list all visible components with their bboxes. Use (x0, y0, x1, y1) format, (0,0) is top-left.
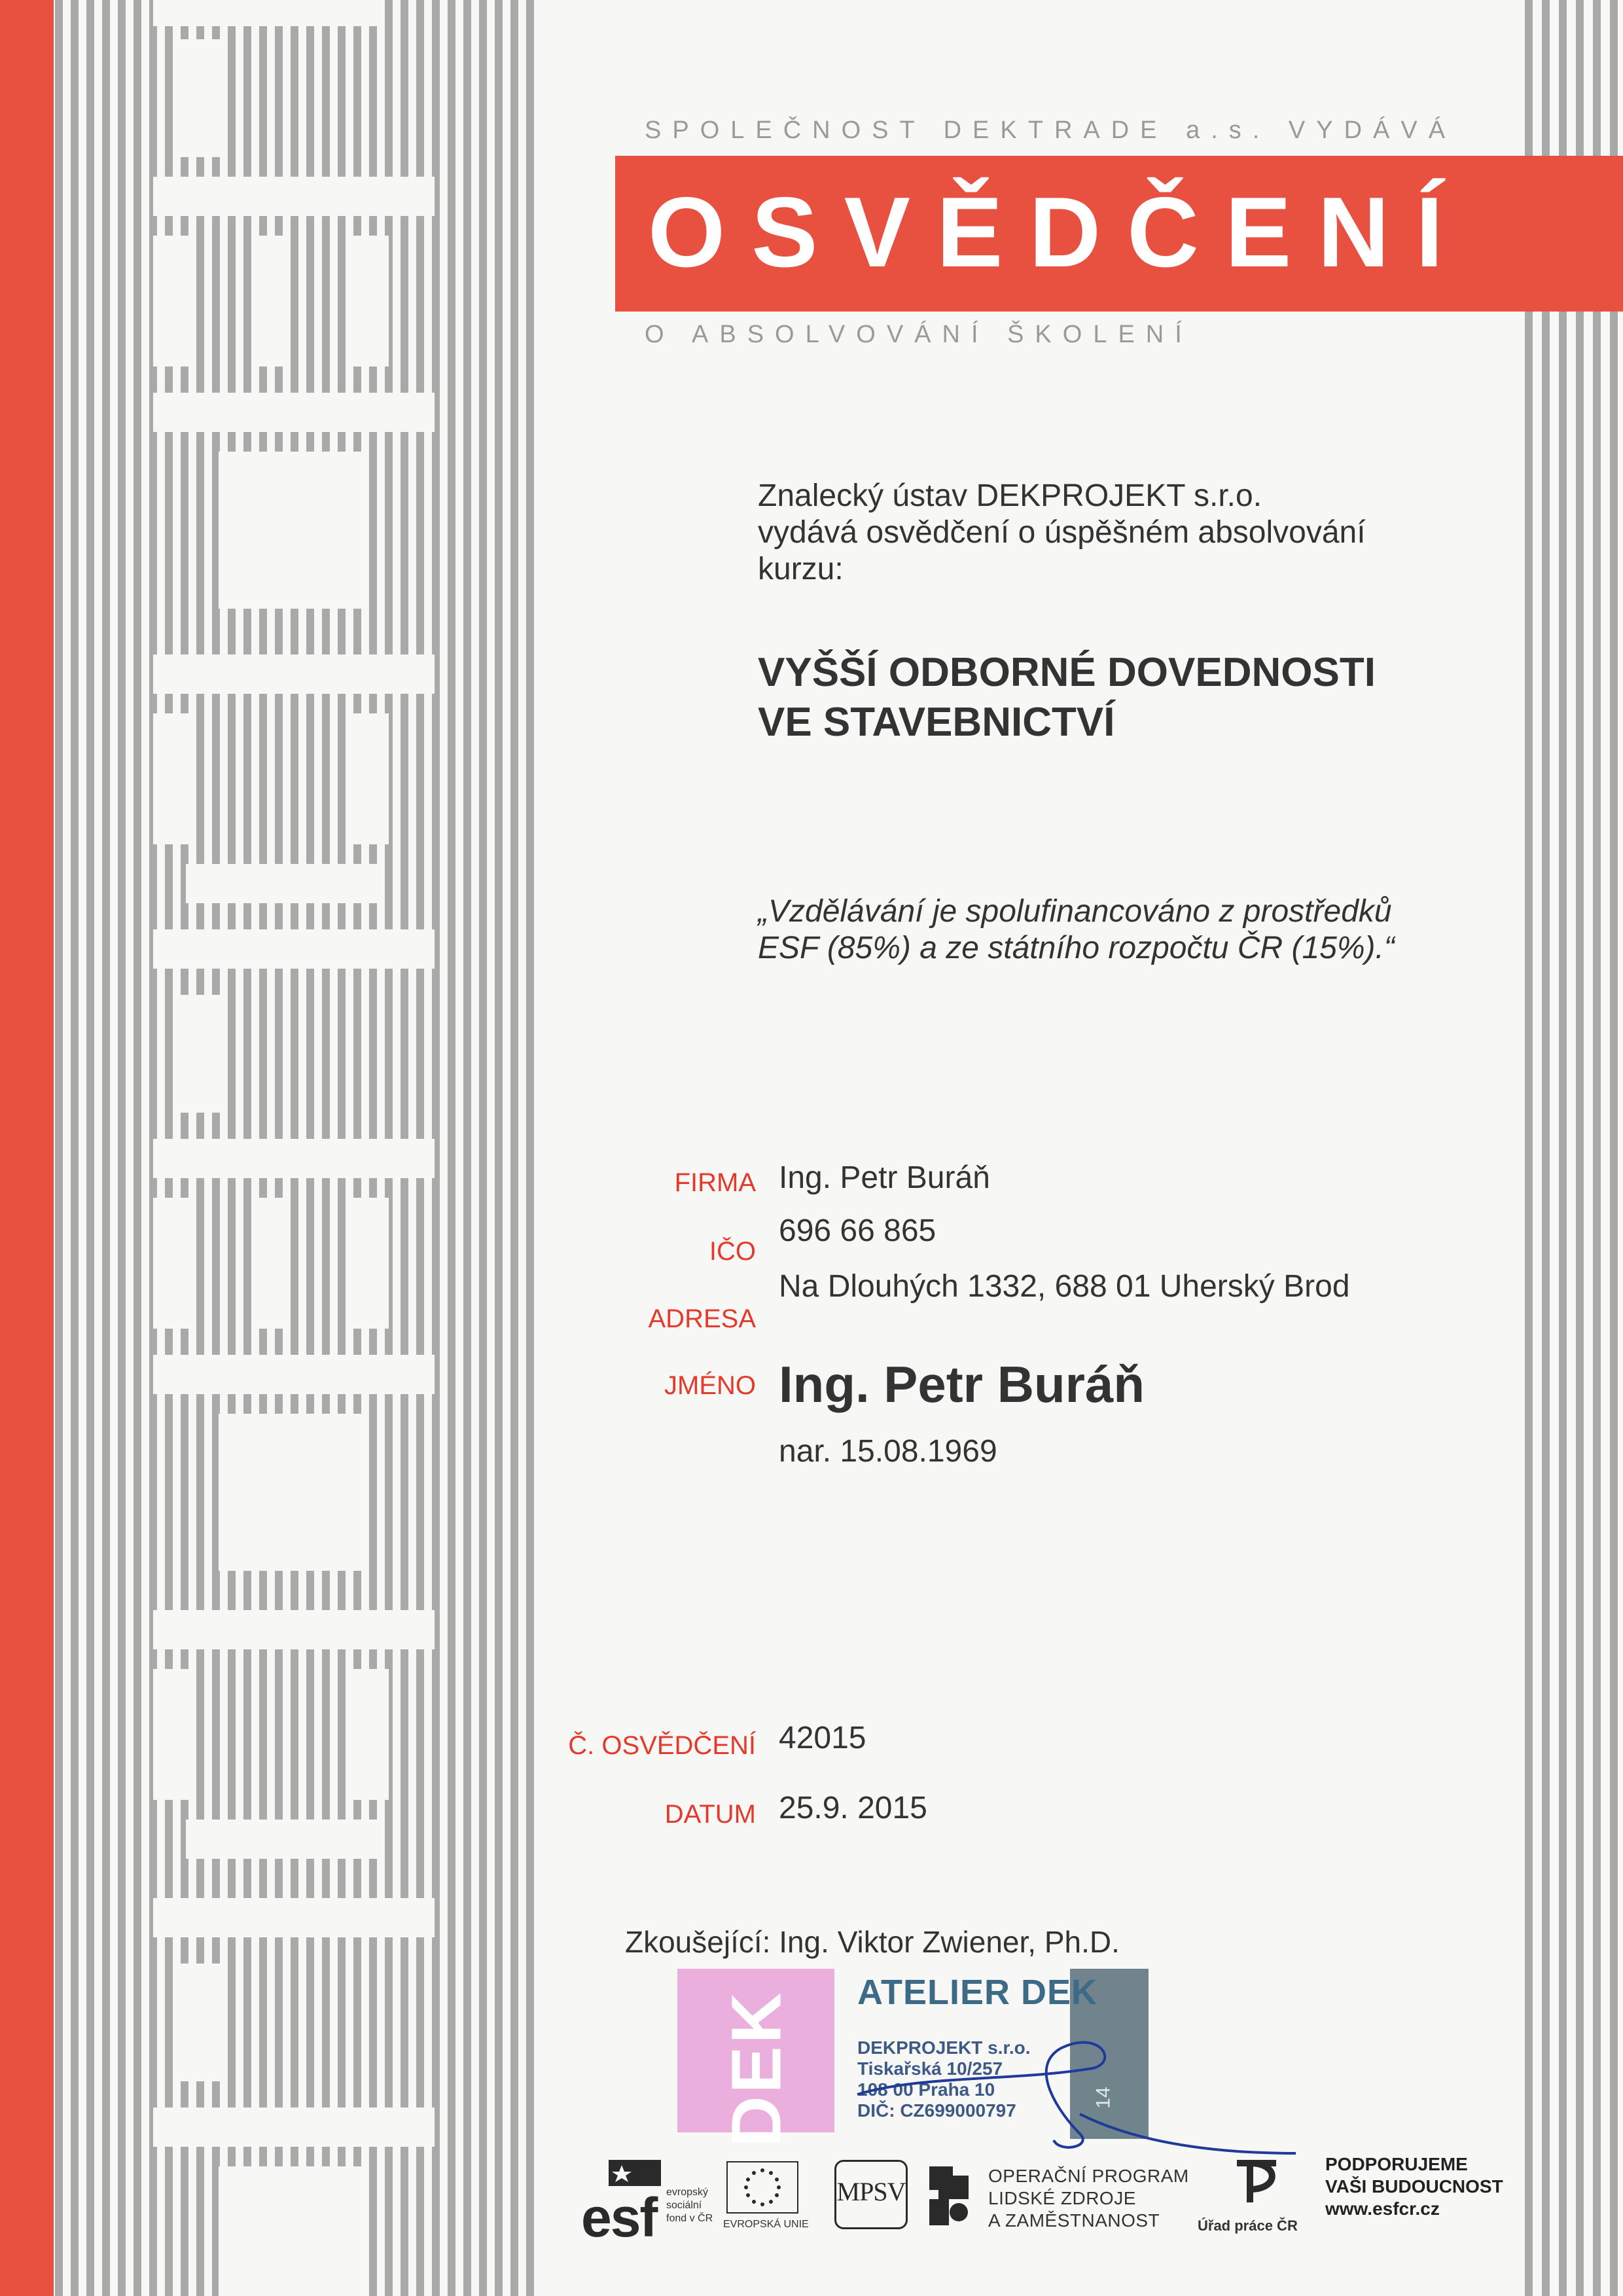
course-name (758, 648, 1504, 747)
firma-value: Ing. Petr Buráň (779, 1160, 990, 1195)
issuer-line: SPOLEČNOST DEKTRADE a.s. VYDÁVÁ (645, 117, 1457, 144)
funding-line-1: „Vzdělávání je spolufinancováno z prostředků (758, 894, 1392, 929)
certificate-subtitle: O ABSOLVOVÁNÍ ŠKOLENÍ (645, 321, 1193, 348)
eu-caption: EVROPSKÁ UNIE (723, 2219, 809, 2230)
mpsv-logo-text: MPSV (836, 2177, 906, 2206)
certificate-number-value: 42015 (779, 1721, 866, 1755)
stamp-dek-text: DEK (716, 1990, 796, 2147)
stamp-city: 108 00 Praha 10 (857, 2079, 995, 2100)
stamp-street: Tiskařská 10/257 (857, 2058, 1003, 2079)
jmeno-label: JMÉNO (664, 1371, 756, 1400)
birth-date: nar. 15.08.1969 (779, 1434, 997, 1469)
examiner-line: Zkoušející: Ing. Viktor Zwiener, Ph.D. (625, 1925, 1120, 1959)
esf-caption-1: evropský (666, 2187, 709, 2198)
adresa-label: ADRESA (648, 1304, 756, 1333)
esf-caption-2: sociální (666, 2200, 702, 2211)
datum-value: 25.9. 2015 (779, 1791, 927, 1825)
red-edge-band (0, 0, 54, 2296)
intro-text (758, 478, 1504, 588)
support-line-2: VAŠI BUDOUCNOST (1325, 2176, 1503, 2197)
certificate-number-label: Č. OSVĚDČENÍ (568, 1731, 756, 1760)
op-caption-3: A ZAMĚSTNANOST (988, 2210, 1160, 2231)
intro-line-1: Znalecký ústav DEKPROJEKT s.r.o. (758, 478, 1262, 513)
footer-logos (576, 2153, 1525, 2248)
stamp-dic: DIČ: CZ699000797 (857, 2100, 1016, 2121)
urad-prace-caption: Úřad práce ČR (1198, 2217, 1298, 2234)
intro-line-2: vydává osvědčení o úspěšném absolvování (758, 515, 1366, 550)
course-line-2: VE STAVEBNICTVÍ (758, 700, 1115, 745)
mpsv-logo-icon (834, 2160, 908, 2229)
certificate-title: OSVĚDČENÍ (648, 177, 1470, 288)
stamp-atelier-title: ATELIER DEK (857, 1973, 1098, 2012)
esf-logo-text: esf (581, 2187, 657, 2248)
op-lzz-logo-icon (929, 2166, 969, 2229)
support-line-1: PODPORUJEME (1325, 2154, 1468, 2174)
esf-caption-3: fond v ČR (666, 2213, 713, 2224)
course-line-1: VYŠŠÍ ODBORNÉ DOVEDNOSTI (758, 650, 1376, 695)
ico-label: IČO (709, 1237, 756, 1266)
support-text (1325, 2153, 1503, 2220)
op-lzz-caption (988, 2165, 1189, 2232)
op-caption-1: OPERAČNÍ PROGRAM (988, 2166, 1189, 2186)
support-url: www.esfcr.cz (1325, 2198, 1440, 2219)
adresa-value: Na Dlouhých 1332, 688 01 Uherský Brod (779, 1269, 1350, 1304)
signature-icon (844, 2003, 1302, 2160)
datum-label: DATUM (664, 1800, 756, 1829)
jmeno-value: Ing. Petr Buráň (779, 1355, 1145, 1413)
esf-caption (666, 2186, 713, 2225)
dek-striped-logo-icon (55, 0, 537, 2296)
right-stripes-decoration (1525, 0, 1623, 2296)
eu-flag-icon (726, 2161, 798, 2217)
op-caption-2: LIDSKÉ ZDROJE (988, 2188, 1136, 2208)
ico-value: 696 66 865 (779, 1213, 936, 1248)
stamp-side-mark: 14 (1092, 2087, 1115, 2109)
intro-line-3: kurzu: (758, 552, 844, 586)
urad-prace-logo-icon (1230, 2157, 1283, 2212)
funding-line-2: ESF (85%) a ze státního rozpočtu ČR (15%).“ (758, 931, 1395, 965)
stamp-company: DEKPROJEKT s.r.o. (857, 2037, 1031, 2058)
firma-label: FIRMA (674, 1168, 756, 1197)
funding-note (758, 893, 1504, 967)
